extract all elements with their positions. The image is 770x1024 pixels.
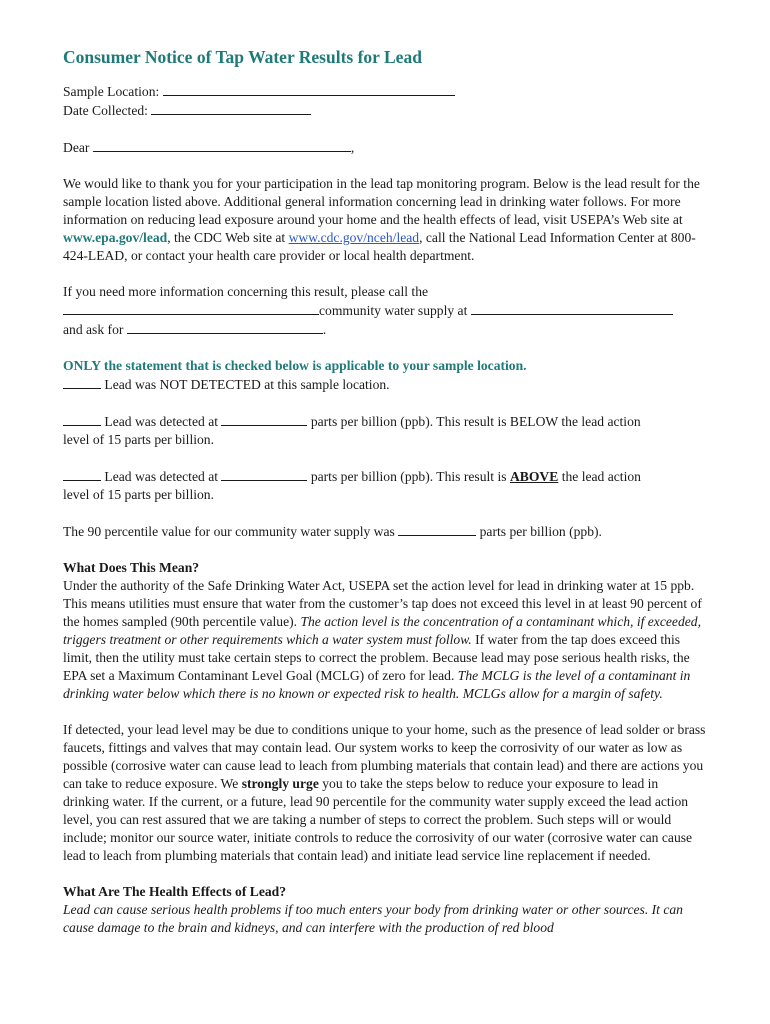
sample-location-line bbox=[63, 82, 706, 101]
contact-name-field[interactable] bbox=[63, 301, 319, 315]
above-text-b: parts per billion (ppb). This result is bbox=[310, 469, 507, 484]
only-statement-heading: ONLY the statement that is checked below is applicable to your sample location. bbox=[63, 358, 527, 373]
health-section bbox=[63, 883, 706, 937]
cws-phone-field[interactable] bbox=[471, 301, 673, 315]
above-text-d: level of 15 parts per billion. bbox=[63, 487, 215, 502]
contact-line-1: If you need more information concerning this result, please call the bbox=[63, 284, 429, 299]
meaning-italic-1: The action level is the concentration of a contaminant which, if exceeded, triggers treatment or other requirements which a water system must follow. bbox=[63, 614, 701, 647]
ask-for-label: and ask for bbox=[63, 322, 124, 337]
cdc-link[interactable]: www.cdc.gov/nceh/lead bbox=[288, 230, 420, 245]
meaning-italic-2: The MCLG is the level of a contaminant in drinking water below which there is no known or expected risk to health. MCLGs allow for a margin of safety. bbox=[63, 668, 691, 701]
below-text-b: parts per billion (ppb). This result is BELOW the lead action bbox=[310, 414, 641, 429]
intro-paragraph bbox=[63, 175, 706, 265]
above-text-c: the lead action bbox=[561, 469, 641, 484]
intro-text-3: , call the National Lead Information Center at 800-424-LEAD, or contact your health care provider or local health department. bbox=[63, 230, 696, 263]
sample-location-label: Sample Location: bbox=[63, 84, 160, 99]
percentile-line bbox=[63, 522, 706, 541]
epa-link[interactable]: www.epa.gov/lead bbox=[63, 230, 168, 245]
meaning-section bbox=[63, 559, 706, 703]
health-heading: What Are The Health Effects of Lead? bbox=[63, 884, 287, 899]
percentile-text-b: parts per billion (ppb). bbox=[479, 524, 602, 539]
option-not-detected bbox=[63, 375, 706, 394]
meaning-text-1: Under the authority of the Safe Drinking Water Act, USEPA set the action level for lead in drinking water at 15 ppb. This means utilities must ensure that water from the customer’s tap does not exceed this level in at least 90 percent of the homes sampled (90th percentile value). bbox=[63, 578, 702, 629]
cws-label: community water supply at bbox=[319, 303, 468, 318]
meaning-paragraph bbox=[63, 577, 706, 703]
date-collected-label: Date Collected: bbox=[63, 103, 148, 118]
option-above-line-1 bbox=[63, 467, 706, 486]
below-text-c: level of 15 parts per billion. bbox=[63, 432, 215, 447]
salutation-comma: , bbox=[350, 140, 355, 155]
page-title: Consumer Notice of Tap Water Results for Lead bbox=[63, 47, 422, 67]
contact-paragraph bbox=[63, 283, 706, 339]
not-detected-text: Lead was NOT DETECTED at this sample location. bbox=[104, 377, 390, 392]
percentile-text-a: The 90 percentile value for our community water supply was bbox=[63, 524, 395, 539]
salutation-line bbox=[63, 138, 706, 157]
contact-line-3 bbox=[63, 320, 706, 339]
health-paragraph: Lead can cause serious health problems if too much enters your body from drinking water or other sources. It can cause damage to the brain and kidneys, and can interfere with the production of red blood bbox=[63, 902, 683, 935]
sample-location-field[interactable] bbox=[163, 82, 455, 96]
percentile-value-field[interactable] bbox=[398, 522, 476, 536]
ask-for-field[interactable] bbox=[127, 320, 323, 334]
above-ppb-field[interactable] bbox=[221, 467, 307, 481]
recipient-name-field[interactable] bbox=[93, 138, 351, 152]
below-ppb-field[interactable] bbox=[221, 412, 307, 426]
dear-label: Dear bbox=[63, 140, 90, 155]
ask-for-period: . bbox=[322, 322, 327, 337]
intro-text-2: , the CDC Web site at bbox=[167, 230, 289, 245]
date-collected-field[interactable] bbox=[151, 101, 311, 115]
option-below-line-1 bbox=[63, 412, 706, 431]
detected-text-1: If detected, your lead level may be due to conditions unique to your home, such as the presence of lead solder or brass faucets, fittings and valves that may contain lead. Our system works to keep the corrosivity of our water as low as possible (corrosive water can cause lead to leach from plumbing materials that contain lead) and there are actions you can take to reduce exposure. We bbox=[63, 722, 706, 791]
above-emphasis: ABOVE bbox=[509, 469, 559, 484]
below-check-field[interactable] bbox=[63, 412, 101, 426]
only-statement bbox=[63, 357, 706, 394]
not-detected-check-field[interactable] bbox=[63, 375, 101, 389]
date-collected-line bbox=[63, 101, 706, 120]
above-check-field[interactable] bbox=[63, 467, 101, 481]
detected-bold: strongly urge bbox=[241, 776, 319, 791]
meaning-heading: What Does This Mean? bbox=[63, 560, 200, 575]
intro-text-1: We would like to thank you for your participation in the lead tap monitoring program. Below is the lead result for the sample location listed above. Additional general information concerning lead in drinking water follows. For more information on reducing lead exposure around your home and the health effects of lead, visit USEPA’s Web site at bbox=[63, 176, 700, 227]
option-above bbox=[63, 467, 706, 504]
detected-paragraph bbox=[63, 721, 706, 865]
below-text-a: Lead was detected at bbox=[104, 414, 219, 429]
above-text-a: Lead was detected at bbox=[104, 469, 219, 484]
meaning-text-2: If water from the tap does exceed this limit, then the utility must take certain steps to correct the problem. Because lead may pose serious health risks, the EPA set a Maximum Contaminant Level Goal (MCLG) of zero for lead. bbox=[63, 632, 690, 683]
contact-line-2 bbox=[63, 301, 706, 320]
option-below bbox=[63, 412, 706, 449]
detected-text-2: you to take the steps below to reduce your exposure to lead in drinking water. If the current, or a future, lead 90 percentile for the community water supply exceed the lead action level, you can rest assured that we are taking a number of steps to correct the problem. Such steps will or would include; monitor our source water, initiate controls to reduce the corrosivity of our water (corrosive water can cause lead to leach from plumbing materials that contain lead) and initiate lead service line replacement if needed. bbox=[63, 776, 693, 863]
